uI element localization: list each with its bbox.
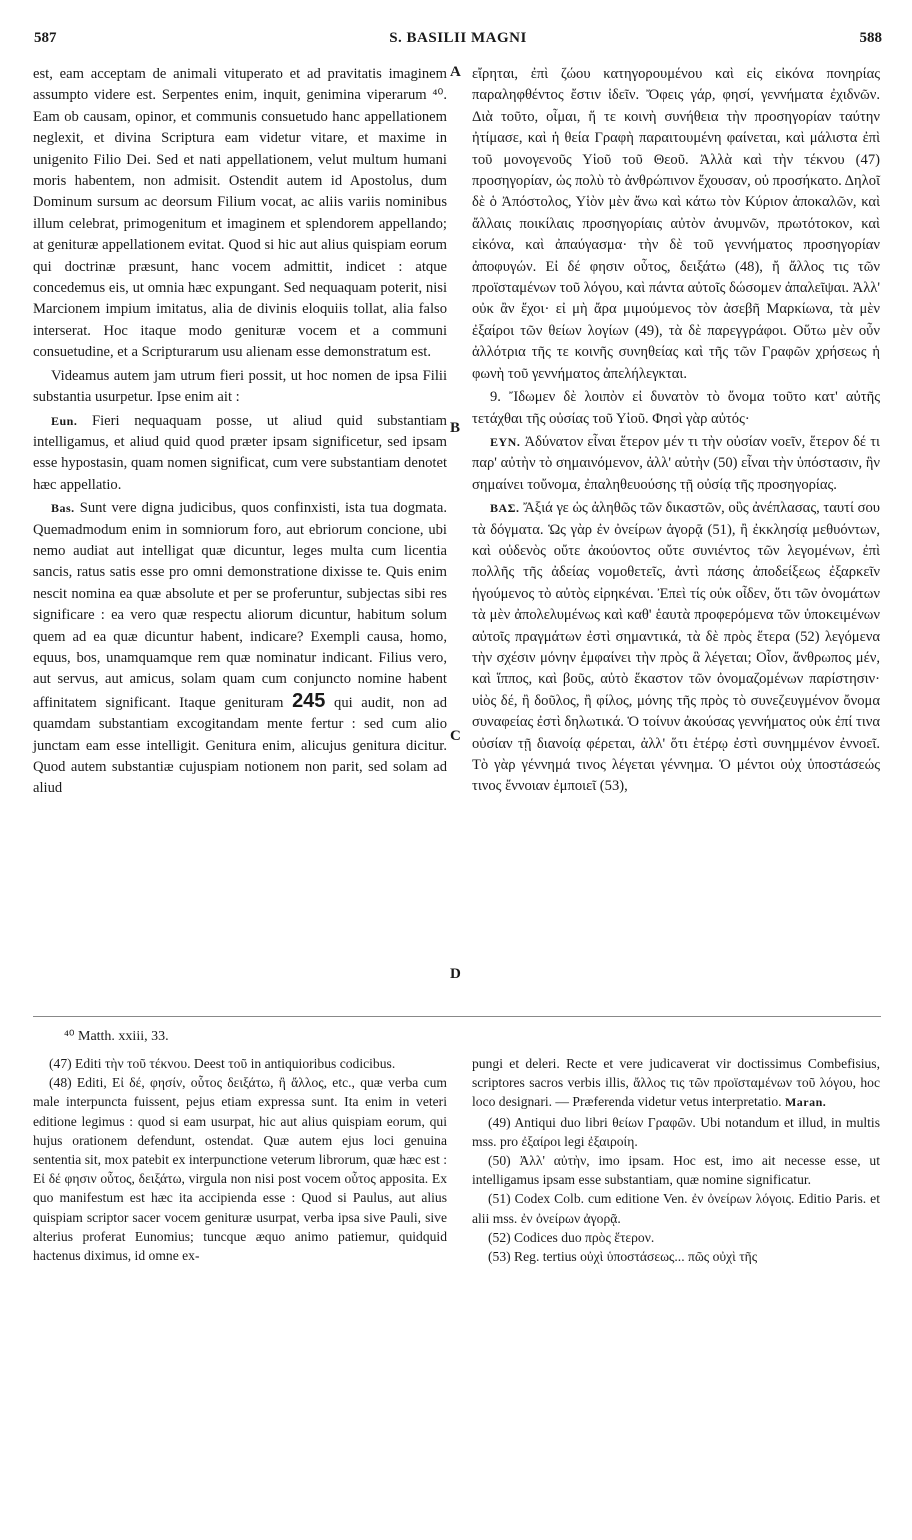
footnotes-right xyxy=(472,1054,880,1266)
latin-column xyxy=(33,64,447,802)
greek-eun-text: Ἀδύνατον εἶναι ἕτερον μέν τι τὴν οὐσίαν νοεῖν, ἕτερον δέ τι παρ' αὐτὴν τὸ σημαινόμενον, ἀλλ' αὐτὴν (50) εἶναι τὴν ὑπόστασιν, ἣν σημαίνει τοὔνομα, ἐπαληθευούσης τῇ οὐσίᾳ τῆς προσηγορίας. xyxy=(472,433,880,493)
footnote-52: (52) Codices duo πρὸς ἕτερον. xyxy=(488,1229,655,1245)
page-number-right: 588 xyxy=(859,30,882,46)
footnote-48-cont-text: pungi et deleri. Recte et vere judicaverat vir doctissimus Combefisius, scriptores sacros verbis illis, ἄλλος τις τῶν προϊσταμένων τοῦ λόγου, hoc loco designari. — Præferenda videtur vetus interpretatio. xyxy=(472,1056,880,1110)
footnote-author: Maran. xyxy=(784,1095,827,1110)
latin-bas-text-a: Sunt vere digna judicibus, quos confinxisti, ista tua dogmata. Quemadmodum enim in somniorum foro, aut ebriorum concione, ubi nemo audiat aut intelligat quæ dicuntur, leges multa cum licentia sancis, ratus satis esse pro omni demonstratione dixisse te. Quis enim nescit nomina ea quæ absolute et per se proferuntur, subjectas sibi res significare : ea vero quæ respectu aliorum dicuntur, habitum solum quem ad ea quæ dicuntur habent, indicare? Exempli causa, homo, equus, bos, unamquamque rem quæ nominatur indicant. Filius vero, aut servus, aut amicus, solam quam cum conjuncto nomine habent affinitatem significant. Itaque genituram xyxy=(33,500,447,711)
margin-marker-d: D xyxy=(450,966,461,982)
greek-basil-reply xyxy=(472,498,880,798)
latin-eun-text: Fieri nequaquam posse, ut aliud quid substantiam intelligamus, et aliud quid quod præter ipsam significetur, sed ipsam esse hypostasin, quam nomen significat, cum vere substantiam denotet hæc appellatio. xyxy=(33,412,447,493)
latin-eun-label: Eun. xyxy=(51,413,78,428)
footnote-49: (49) Antiqui duo libri θείων Γραφῶν. Ubi notandum et illud, in multis mss. pro ἐξαίροι legi ἐξαιροίη. xyxy=(472,1114,880,1149)
latin-basil-reply xyxy=(33,498,447,800)
footnote-48: (48) Editi, Εἰ δέ, φησίν, οὗτος δειξάτω, ἢ ἄλλος, etc., quæ verba cum male interpuncta fuissent, pejus etiam expressa sunt. Ita enim in veteri editione legimus : quod si eam usurpat, hic aut alius quispiam eorum, qui hujus orationem defendunt, ostendat. Quæ autem ejus loci genuina sententia sit, mox patebit ex interpunctione veterum librorum, quæ hæc est : Εἰ δέ φησιν οὗτος, δειξάτω, virgula non nisi post vocem οὗτος apposita. Ex quo manifestum est hæc ita accipienda esse : Quod si Paulus, aut alius quispiam scriptor sacer vocem genituræ usurpat, verba ipsa sive Pauli, sive alterius proferat Eunomius; tuncque æquo animo patiemur, quidquid hactenus diximus, id omne ex- xyxy=(33,1075,447,1264)
greek-eunomius-quote xyxy=(472,432,880,496)
latin-paragraph-2: Videamus autem jam utrum fieri possit, ut hoc nomen de ipsa Filii substantia usurpetur. Ipse enim ait : xyxy=(33,367,447,406)
greek-column xyxy=(472,64,880,800)
footnote-50: (50) Ἀλλ' αὐτὴν, imo ipsam. Hoc est, imo ait necesse esse, ut intelligamus ipsam esse substantiam, quæ nomine significatur. xyxy=(472,1153,880,1188)
greek-bas-text: Ἄξιά γε ὡς ἀληθῶς τῶν δικαστῶν, οὓς ἀνέπλασας, ταυτί σου τὰ δόγματα. Ὡς γὰρ ἐν ὀνείρων ἀγορᾷ (51), ἢ ἐκκλησίᾳ μεθυόντων, καὶ οὐδενὸς οὔτε ἀκούοντος οὔτε συνιέντος τῶν λεγομένων, ἐπὶ πολλῆς τῆς ἀδείας νομοθετεῖς, ἀντὶ πάσης ἀποδείξεως ἐξαρκεῖν ἡγούμενος τὸ αὐτὸς εἰρηκέναι. Ἐπεὶ τίς οὐκ οἶδεν, ὅτι τῶν ὀνομάτων τὰ μὲν ἀπολελυμένως καὶ καθ' ἑαυτὰ προφερόμενα τῶν ὑποκειμένων αὐτοῖς πραγμάτων ἐστὶ σημαντικά, τὰ δὲ πρὸς ἕτερα (52) λεγόμενα τὴν σχέσιν μόνην ἐμφαίνει τὴν πρὸς ἃ λέγεται; Οἷον, ἄνθρωπος μέν, καὶ ἵππος, καὶ βοῦς, αὐτὸ ἕκαστον τῶν ὀνομαζομένων παρίστησιν· υἱὸς δέ, ἢ δοῦλος, ἢ φίλος, μόνης τῆς πρὸς τὸ συνεζευγμένον ὄνομα συναφείας ἐστὶ δηλωτικά. Ὁ τοίνυν ἀκούσας γεννήματος οὐκ ἐπί τινα οὐσίαν τῇ διανοίᾳ φέρεται, ἀλλ' ὅτι ἑτέρῳ ἐστὶ συνημμένον ἐννοεῖ. Τὸ γὰρ γέννημά τινος λέγεται γέννημα. Ὁ μέντοι οὐχ ὑποστάσεώς τινος ἔννοιαν ἐμποιεῖ (53), xyxy=(472,500,880,795)
latin-eunomius-quote xyxy=(33,411,447,497)
footnotes-left xyxy=(33,1054,447,1265)
margin-marker-b: B xyxy=(450,420,461,436)
latin-paragraph-1: est, eam acceptam de animali vituperato et ad pravitatis imaginem assumpto videre est. Serpentes enim, inquit, genimina viperarum ⁴⁰. Eam ob causam, opinor, et communis consuetudo hanc appellationem neglexit, et divina Scriptura eam videtur vitare, et maxime in unigenito Filio Dei. Sed et nati appellationem, velut multum humani moris habentem, non admisit. Ostendit autem id Apostolus, dum Dominum sursum ac deorsum Filium vocat, ac aliis variis nominibus illum celebrat, primogenitum et imaginem et splendorem appellando; at genituræ appellationem evitat. Quod si hic aut alius quispiam eorum qui doctrinæ præsunt, hanc vocem admittit, indicet : atque concedemus eis, ut omnia hæc expungant. Sed nequaquam poterit, nisi Marcionem impium imitatus, alia de divinis eloquiis tollat, alia falso interserat. Hoc itaque modo genituræ vocem et a communi consuetudine, et a Scripturarum usu alienam esse demonstratum est. xyxy=(33,66,447,361)
footnote-51: (51) Codex Colb. cum editione Ven. ἐν ὀνείρων λόγοις. Editio Paris. et alii mss. ἐν ὀνείρων ἀγορᾷ. xyxy=(472,1191,880,1226)
running-title: S. BASILII MAGNI xyxy=(389,30,527,46)
footnote-47: (47) Editi τὴν τοῦ τέκνου. Deest τοῦ in antiquioribus codicibus. xyxy=(49,1056,396,1071)
greek-eun-label: ΕΥΝ. xyxy=(490,434,521,449)
greek-bas-label: ΒΑΣ. xyxy=(490,501,520,516)
footnote-48-continued xyxy=(472,1054,880,1113)
margin-marker-c: C xyxy=(450,728,461,744)
page-number-left: 587 xyxy=(34,30,57,46)
greek-paragraph-2: 9. Ἴδωμεν δὲ λοιπὸν εἰ δυνατὸν τὸ ὄνομα τοῦτο κατ' αὐτῆς τετάχθαι τῆς οὐσίας τοῦ Υἱοῦ. Φησὶ γὰρ αὐτός· xyxy=(472,389,880,427)
marginal-page-number: 245 xyxy=(292,689,326,712)
running-header xyxy=(34,30,882,52)
greek-paragraph-1: εἴρηται, ἐπὶ ζώου κατηγορουμένου καὶ εἰς εἰκόνα πονηρίας παραληφθέντος ἔστιν ἰδεῖν. Ὄφεις γάρ, φησί, γεννήματα ἐχιδνῶν. Διὰ τοῦτο, οἶμαι, ἥ τε κοινὴ συνήθεια τὴν προσηγορίαν ταύτην ἠτίμασε, καὶ ἡ θεία Γραφὴ παραιτουμένη φαίνεται, καὶ μάλιστα ἐπὶ τοῦ μονογενοῦς Υἱοῦ τοῦ Θεοῦ. Ἀλλὰ καὶ τὴν τέκνου (47) προσηγορίαν, ὡς πολὺ τὸ ἀνθρώπινον ἔχουσαν, οὐ προσήκατο. Δηλοῖ δὲ ὁ Ἀπόστολος, Υἱὸν μὲν ἄνω καὶ κάτω τὸν Κύριον ἀποκαλῶν, καὶ ἄλλαις ποικίλαις προσηγορίαις αὐτὸν ἀνυμνῶν, πρωτότοκον, καὶ εἰκόνα, καὶ ἀπαύγασμα· τὴν δὲ τοῦ γεννήματος προσηγορίαν ἀποφυγών. Εἰ δέ φησιν οὗτος, δειξάτω (48), ἤ ἄλλος τις τῶν προϊσταμένων τοῦ λόγου, καὶ πάντα αὐτοῖς δώσομεν ἀπαλεῖψαι. Ἀλλ' οὐκ ἂν ἔχοι· εἰ μὴ ἄρα μιμούμενος τὸν ἀσεβῆ Μαρκίωνα, τὰ μὲν ἐξαίροι τῶν θείων λογίων (49), τὰ δὲ παρεγγράφοι. Οὕτω μὲν οὖν ἀλλότρια τῆς τε κοινῆς συνηθείας καὶ τῆς τῶν Γραφῶν χρήσεως ἡ φωνὴ τοῦ γεννήματος ἀπελήλεγκται. xyxy=(472,66,880,382)
footnote-53: (53) Reg. tertius οὐχὶ ὑποστάσεως... πῶς οὐχὶ τῆς xyxy=(488,1249,758,1265)
latin-bas-text-b: qui audit, non ad quamdam substantiam excogitandam mente fertur : sed cum alio junctam eam esse intelligit. Genitura enim, alicujus genitura dicitur. Quod autem substantiæ cujuspiam notionem non parit, sed solam ad aliud xyxy=(33,694,447,797)
latin-bas-label: Bas. xyxy=(51,501,75,516)
margin-marker-a: A xyxy=(450,64,461,80)
scripture-reference-note: ⁴⁰ Matth. xxiii, 33. xyxy=(64,1029,169,1044)
footnote-divider xyxy=(33,1016,881,1017)
